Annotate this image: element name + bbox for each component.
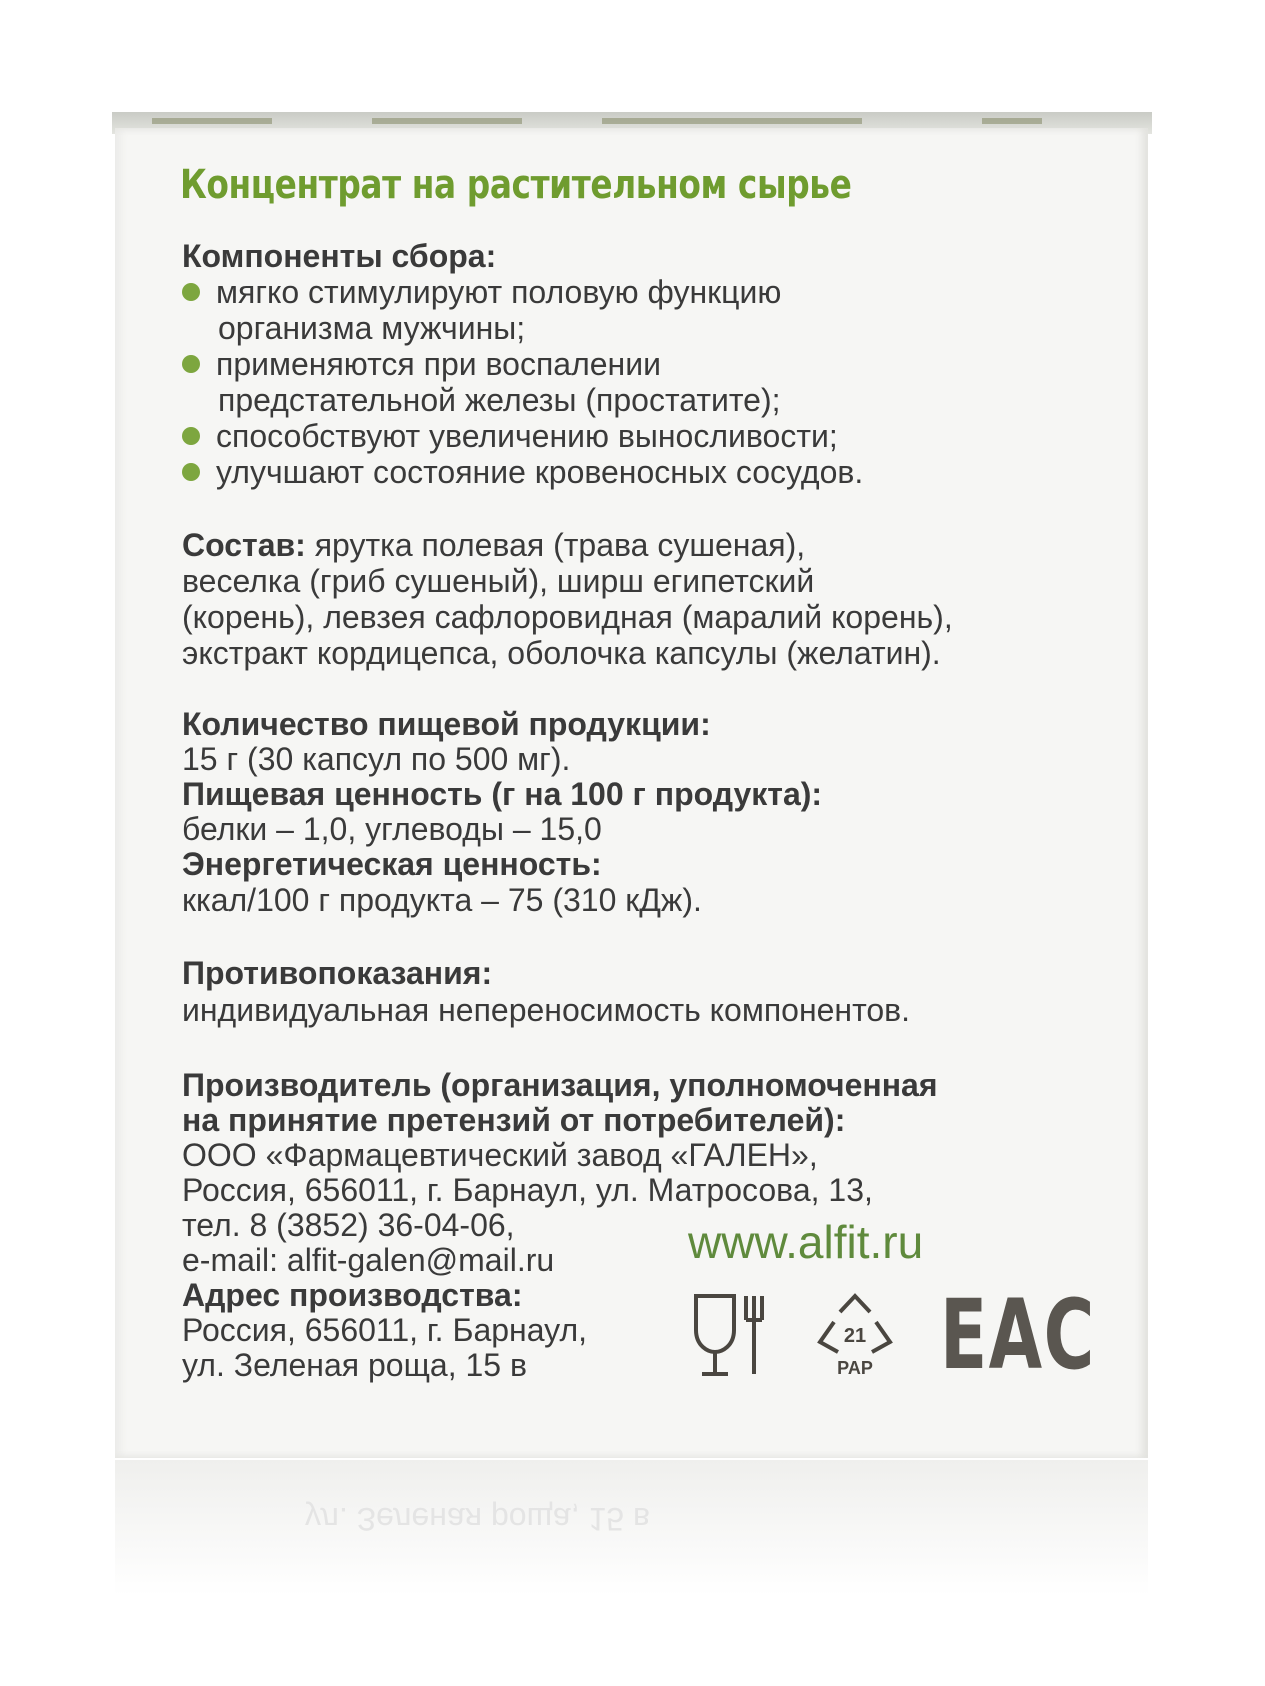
reflection-text: ул. Зеленая роща, 15 в	[305, 1501, 650, 1537]
certification-marks	[690, 1279, 1156, 1391]
list-item: мягко стимулируют половую функцию	[182, 274, 781, 310]
bullet-icon	[182, 463, 200, 481]
website-link[interactable]: www.alfit.ru	[688, 1216, 924, 1268]
energy-value: ккал/100 г продукта – 75 (310 кДж).	[182, 882, 702, 918]
manufacturer-line: ООО «Фармацевтический завод «ГАЛЕН»,	[182, 1137, 818, 1173]
list-item-cont: организма мужчины;	[218, 310, 526, 346]
composition-line: (корень), левзея сафлоровидная (маралий корень),	[182, 599, 953, 635]
production-line: ул. Зеленая роща, 15 в	[182, 1347, 527, 1383]
svg-text:PAP: PAP	[837, 1358, 873, 1378]
nutrition-value: белки – 1,0, углеводы – 15,0	[182, 811, 602, 847]
quantity-value: 15 г (30 капсул по 500 мг).	[182, 741, 571, 777]
composition-line: веселка (гриб сушеный), ширш египетский	[182, 563, 815, 599]
product-title: Концентрат на растительном сырье	[180, 162, 852, 208]
manufacturer-line: Россия, 656011, г. Барнаул, ул. Матросова, 13,	[182, 1172, 873, 1208]
quantity-label: Количество пищевой продукции:	[182, 706, 711, 742]
list-item: применяются при воспалении	[182, 346, 661, 382]
components-heading: Компоненты сбора:	[182, 238, 497, 274]
bullet-icon	[182, 427, 200, 445]
reflection	[115, 1460, 1148, 1686]
contra-label: Противопоказания:	[182, 955, 493, 991]
composition-line: экстракт кордицепса, оболочка капсулы (желатин).	[182, 635, 941, 671]
bullet-icon	[182, 355, 200, 373]
production-label: Адрес производства:	[182, 1277, 523, 1313]
composition-line: Состав: ярутка полевая (трава сушеная),	[182, 527, 806, 563]
list-item-cont: предстательной железы (простатите);	[218, 382, 781, 418]
manufacturer-label: Производитель (организация, уполномоченная	[182, 1067, 938, 1103]
production-line: Россия, 656011, г. Барнаул,	[182, 1312, 588, 1348]
recycle-pap-icon	[810, 1290, 900, 1380]
manufacturer-phone: тел. 8 (3852) 36-04-06,	[182, 1207, 515, 1243]
nutrition-label: Пищевая ценность (г на 100 г продукта):	[182, 776, 823, 812]
contra-value: индивидуальная непереносимость компонентов.	[182, 992, 911, 1028]
manufacturer-label: на принятие претензий от потребителей):	[182, 1102, 846, 1138]
list-item: улучшают состояние кровеносных сосудов.	[182, 454, 863, 490]
food-safe-icon	[690, 1290, 770, 1380]
bullet-icon	[182, 283, 200, 301]
energy-label: Энергетическая ценность:	[182, 846, 602, 882]
manufacturer-email: e-mail: alfit-galen@mail.ru	[182, 1242, 555, 1278]
eac-mark: EAC	[940, 1279, 1096, 1391]
list-item: способствуют увеличению выносливости;	[182, 418, 838, 454]
svg-text:21: 21	[843, 1325, 867, 1347]
